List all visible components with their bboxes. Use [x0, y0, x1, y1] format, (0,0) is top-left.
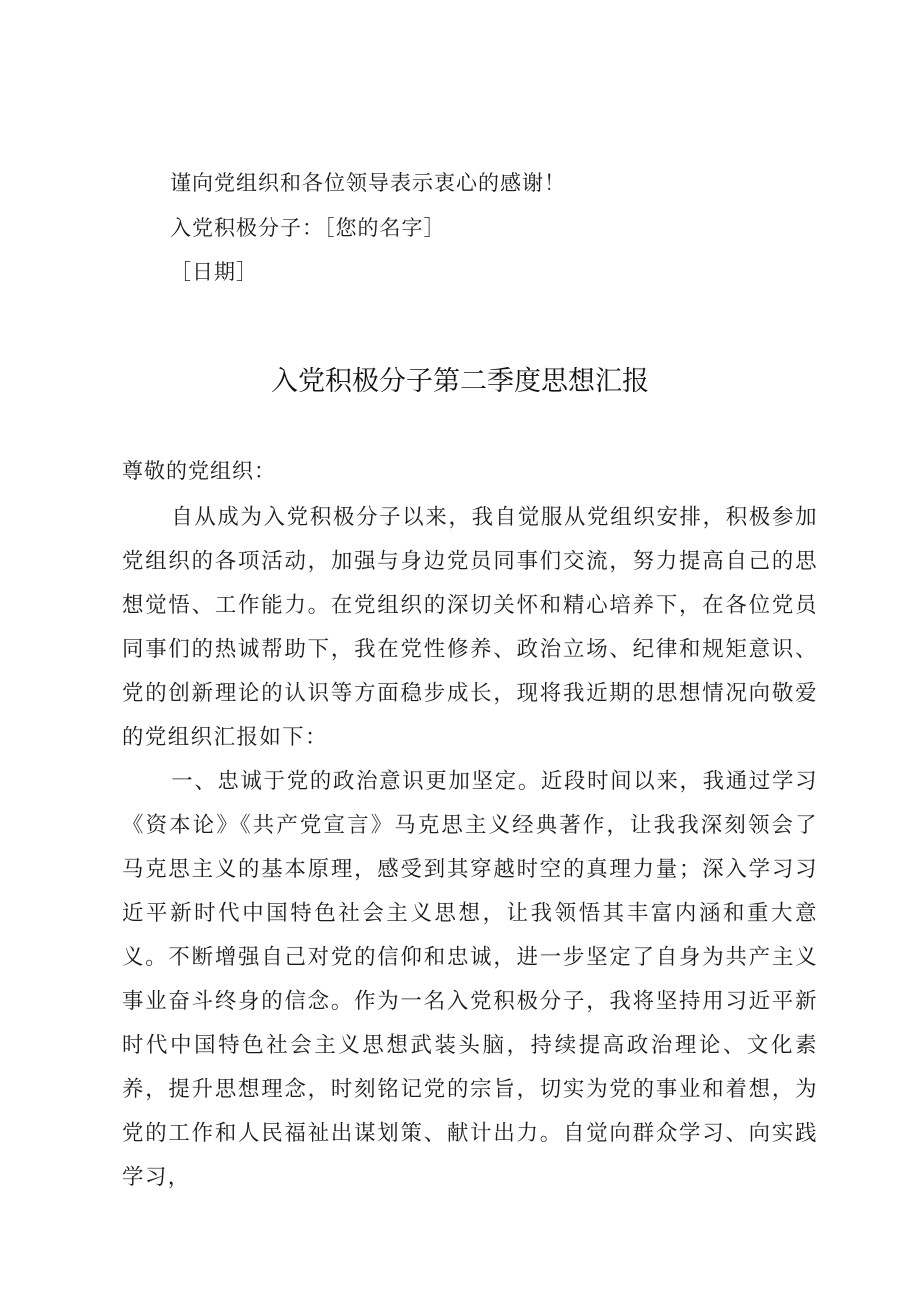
- salutation: 尊敬的党组织：: [122, 459, 276, 483]
- report-title: 入党积极分子第二季度思想汇报: [271, 366, 649, 397]
- date-line: ［日期］: [170, 260, 258, 284]
- body-section-intro: [122, 496, 818, 760]
- thanks-line: 谨向党组织和各位领导表示衷心的感谢！: [170, 171, 566, 195]
- paragraph-point-one: 一、忠诚于党的政治意识更加坚定。近段时间以来，我通过学习《资本论》《共产党宣言》马克思主义经典著作，让我我深刻领会了马克思主义的基本原理，感受到其穿越时空的真理力量；深入学习习近平新时代中国特色社会主义思想，让我领悟其丰富内涵和重大意义。不断增强自己对党的信仰和忠诚，进一步坚定了自身为共产主义事业奋斗终身的信念。作为一名入党积极分子，我将坚持用习近平新时代中国特色社会主义思想武装头脑，持续提高政治理论、文化素养，提升思想理念，时刻铭记党的宗旨，切实为党的事业和着想，为党的工作和人民福祉出谋划策、献计出力。自觉向群众学习、向实践学习，: [122, 769, 818, 1190]
- body-section-point-one: [122, 760, 818, 1200]
- signature-line: 入党积极分子：［您的名字］: [170, 216, 446, 240]
- paragraph-intro: 自从成为入党积极分子以来，我自觉服从党组织安排，积极参加党组织的各项活动，加强与身边党员同事们交流，努力提高自己的思想觉悟、工作能力。在党组织的深切关怀和精心培养下，在各位党员同事们的热诚帮助下，我在党性修养、政治立场、纪律和规矩意识、党的创新理论的认识等方面稳步成长，现将我近期的思想情况向敬爱的党组织汇报如下：: [122, 505, 818, 750]
